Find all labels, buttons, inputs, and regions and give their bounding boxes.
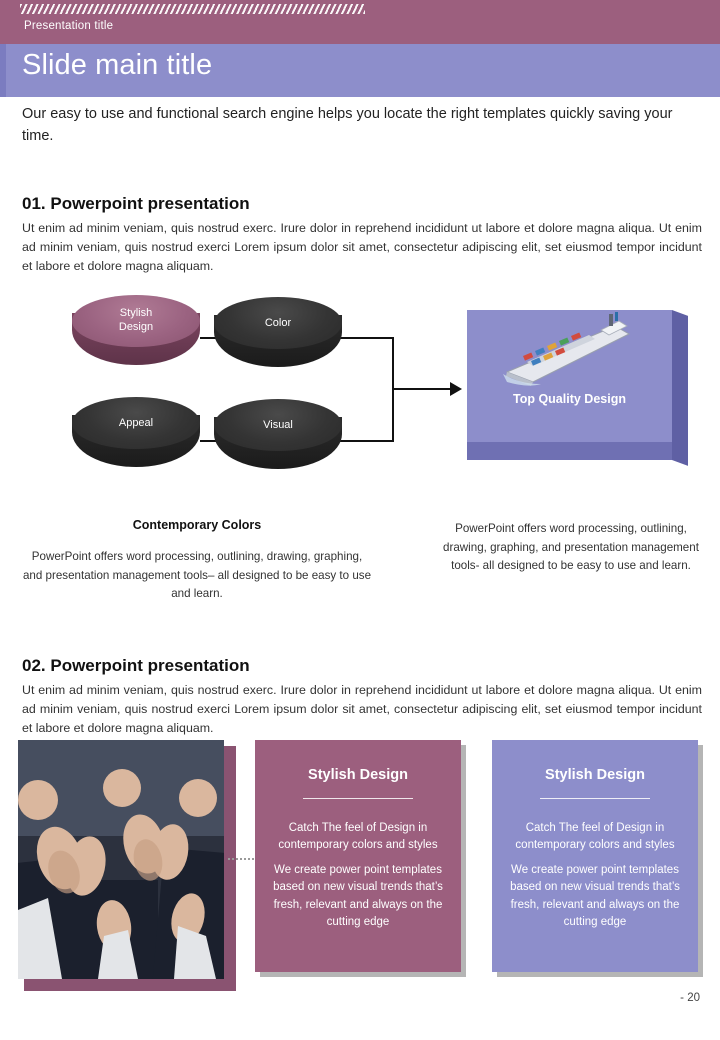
card-stylish-design-1 — [255, 740, 461, 972]
oval-color — [214, 297, 342, 381]
oval-label: Visual — [263, 419, 293, 431]
ovals-diagram — [22, 285, 382, 505]
card-divider — [303, 798, 413, 799]
oval-stylish-design — [72, 295, 200, 379]
section1-heading: 01. Powerpoint presentation — [22, 194, 250, 213]
dotted-connector — [228, 858, 258, 860]
connector-arrow-stem — [392, 388, 452, 390]
left-caption-body: PowerPoint offers word processing, outlining, drawing, graphing, and presentation management tools– all designed to be easy to use and learn. — [22, 550, 372, 601]
presentation-title: Presentation title — [24, 20, 114, 32]
section2-body: Ut enim ad minim veniam, quis nostrud exerc. Irure dolor in reprehend incididunt ut labore et dolore magna aliqua. Ut enim ad minim veniam, quis nostrud exerci Lorem ipsum dolor sit amet, consectetur adipiscing elit, set eiusmod tempor incidunt et labore et dolore magna aliquam. — [22, 683, 702, 735]
card-divider — [540, 798, 650, 799]
card-text-2: We create power point templates based on new visual trends that’s fresh, relevant and always on the cutting edge — [510, 864, 680, 928]
oval-label: Appeal — [118, 417, 154, 429]
card-text-1: Catch The feel of Design in contemporary colors and styles — [278, 822, 438, 852]
quality-design-slab — [455, 300, 685, 480]
oval-label: Color — [264, 317, 292, 329]
oval-visual — [214, 399, 342, 483]
cargo-ship-icon — [497, 312, 647, 390]
oval-label: Stylish Design — [118, 307, 154, 333]
section1-body: Ut enim ad minim veniam, quis nostrud exerc. Irure dolor in reprehend incididunt ut labore et dolore magna aliqua. Ut enim ad minim veniam, quis nostrud exerci Lorem ipsum dolor sit amet, consectetur adipiscing elit, set eiusmod tempor incidunt et labore et dolore magna aliquam. — [22, 221, 702, 273]
header-hatch-decoration — [20, 4, 365, 14]
right-caption-body: PowerPoint offers word processing, outlining, drawing, graphing, and presentation management tools- all designed to be easy to use and learn. — [443, 522, 699, 573]
card-text-2: We create power point templates based on new visual trends that’s fresh, relevant and always on the cutting edge — [273, 864, 443, 928]
page-number: - 20 — [680, 992, 700, 1004]
oval-appeal — [72, 397, 200, 481]
card-text-1: Catch The feel of Design in contemporary colors and styles — [515, 822, 675, 852]
slab-side — [672, 310, 688, 466]
card-title: Stylish Design — [308, 767, 408, 783]
card-title: Stylish Design — [545, 767, 645, 783]
page-title: Slide main title — [22, 49, 213, 81]
left-caption-title: Contemporary Colors — [132, 518, 262, 532]
photo — [18, 740, 224, 979]
section2-heading: 02. Powerpoint presentation — [22, 656, 250, 675]
title-band-accent — [0, 44, 6, 97]
applause-photo-card — [18, 740, 230, 985]
intro-paragraph: Our easy to use and functional search engine helps you locate the right templates quickly saving your time. — [22, 106, 673, 144]
card-stylish-design-2 — [492, 740, 698, 972]
slab-label: Top Quality Design — [513, 392, 626, 406]
slab-front — [467, 442, 672, 460]
